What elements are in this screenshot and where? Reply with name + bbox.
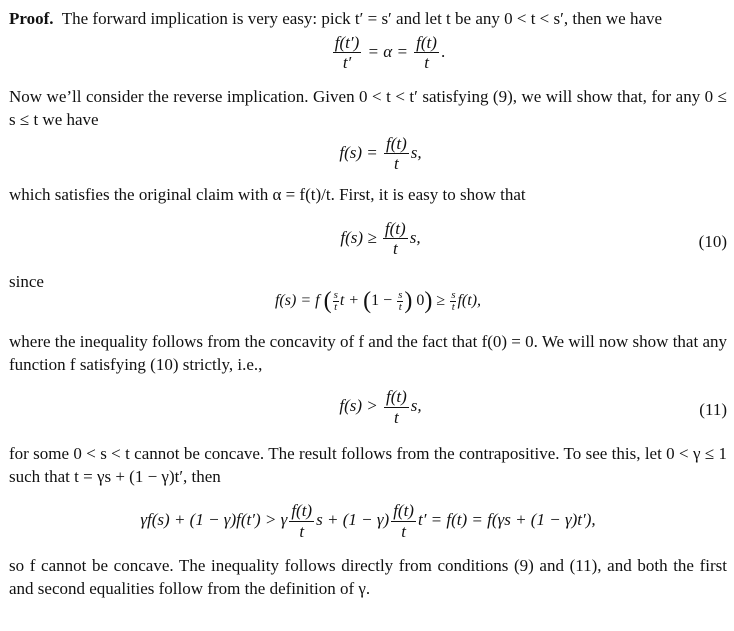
proof-paragraph-1: [9, 8, 727, 31]
equation-number: (10): [698, 231, 727, 251]
fraction: $\frac{f(t)}{t}$: [385, 387, 407, 427]
paragraph-text: which satisfies the original claim with α = f(t)/t. First, it is easy to show that: [9, 184, 526, 204]
equation-text: f(s) = f: [274, 292, 320, 310]
proof-paragraph-3: [9, 184, 727, 207]
proof-document: [9, 8, 727, 601]
fraction: $\frac{f(t)}{t}$: [416, 32, 437, 73]
equation-concavity: f(s) = f ( $\frac{s}{t}$ t + (1 − $\frac{s}{t}$ ) 0) ≥ $\frac{s}{t}$ f(t),: [274, 288, 482, 315]
equation-text: f(s) =: [339, 142, 378, 162]
proof-paragraph-6: [9, 555, 727, 601]
equation-claim: f(s) = $\frac{f(t)}{t}$ s,: [339, 133, 422, 174]
paragraph-text: so f cannot be concave. The inequality follows directly from conditions (9) and (11), and both the first and second equalities follow from the definition of γ.: [9, 556, 727, 599]
paragraph-text: for some 0 < s < t cannot be concave. The result follows from the contrapositive. To see this, let 0 < γ ≤ 1 such that t = γs + (1 − γ)t′, then: [9, 444, 727, 487]
fraction: $\frac{f(t)}{t}$: [291, 501, 313, 541]
proof-paragraph-2: [9, 86, 727, 132]
equation-11: f(s) > $\frac{f(t)}{t}$ s, (11): [339, 387, 727, 427]
equation-text: f(s) >: [339, 396, 378, 416]
paren-open: (: [323, 288, 332, 315]
equation-text: γf(s) + (1 − γ)f(t′) > γ: [140, 510, 288, 530]
fraction: $\frac{f(t)}{t}$: [384, 218, 406, 259]
equation-text: f(s) ≥: [340, 227, 377, 247]
paren-close: ): [424, 288, 433, 315]
equation-number: (11): [699, 400, 727, 420]
proof-paragraph-5: [9, 443, 727, 489]
fraction: $\frac{f(t)}{t}$: [393, 501, 414, 541]
paren-close: ): [404, 288, 413, 315]
fraction: $\frac{f(t')}{t'}$: [334, 32, 360, 73]
fraction: $\frac{s}{t}$: [451, 288, 456, 314]
fraction: $\frac{s}{t}$: [333, 288, 338, 314]
paragraph-text: The forward implication is very easy: pick t′ = s′ and let t be any 0 < t < s′, then we have: [61, 9, 663, 28]
paragraph-text: where the inequality follows from the concavity of f and the fact that f(0) = 0. We will now show that any function f satisfying (10) strictly, i.e.,: [9, 332, 727, 375]
paren-open: (: [363, 288, 372, 315]
paragraph-text: since: [9, 271, 44, 291]
equation-10: f(s) ≥ $\frac{f(t)}{t}$ s, (10): [340, 218, 727, 259]
paragraph-text: Now we’ll consider the reverse implication. Given 0 < t < t′ satisfying (9), we will show that, for any 0 ≤ s ≤ t we have: [9, 86, 727, 129]
fraction: $\frac{f(t)}{t}$: [385, 133, 407, 174]
equation-text: = α =: [367, 41, 408, 61]
fraction: $\frac{s}{t}$: [398, 288, 403, 314]
proof-paragraph-4: [9, 331, 727, 377]
proof-label: Proof.: [9, 9, 54, 28]
equation-contradiction: γf(s) + (1 − γ)f(t′) > γ $\frac{f(t)}{t}$ s + (1 − γ) $\frac{f(t)}{t}$ t′ = f(t) = f(γs + (1 − γ)t′),: [140, 501, 596, 541]
equation-forward: $\frac{f(t')}{t'}$ = α = $\frac{f(t)}{t}$ .: [334, 32, 446, 73]
